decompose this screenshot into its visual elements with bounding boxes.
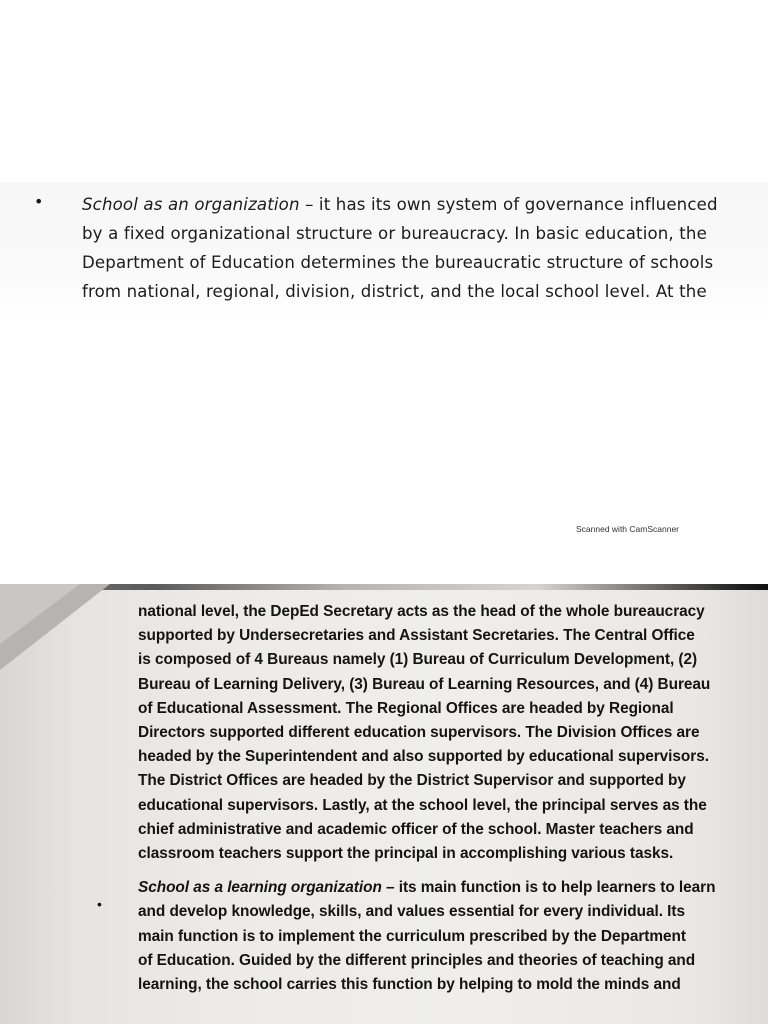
paragraph-line: from national, regional, division, district, and the local school level. At the: [82, 282, 707, 301]
paragraph-line: chief administrative and academic officer of the school. Master teachers and: [138, 820, 694, 838]
paragraph-text: – it has its own system of governance influenced: [299, 195, 718, 214]
paragraph-line: classroom teachers support the principal in accomplishing various tasks.: [138, 845, 674, 863]
bullet-point: •: [97, 896, 102, 912]
paragraph-line: headed by the Superintendent and also supported by educational supervisors.: [138, 748, 709, 766]
camscanner-watermark: Scanned with CamScanner: [576, 524, 680, 534]
paragraph-gap: [138, 866, 738, 876]
paragraph-line: The District Offices are headed by the District Supervisor and supported by: [138, 772, 686, 790]
paragraph-line: [138, 876, 738, 900]
bullet-point: •: [34, 192, 44, 211]
paragraph-line: Directors supported different education supervisors. The Division Offices are: [138, 724, 700, 742]
paragraph-line: educational supervisors. Lastly, at the school level, the principal serves as the: [138, 796, 707, 814]
paragraph-line: main function is to implement the curriculum prescribed by the Department: [138, 927, 686, 945]
page-corner-shade: [0, 584, 80, 644]
term-school-as-organization: School as an organization: [82, 195, 300, 214]
paragraph-text: – its main function is to help learners to learn: [381, 879, 716, 897]
page-edge-shadow: [0, 584, 768, 590]
paragraph-line: Department of Education determines the bureaucratic structure of schools: [82, 253, 714, 272]
paragraph-line: supported by Undersecretaries and Assistant Secretaries. The Central Office: [138, 627, 695, 645]
paragraph-line: [82, 190, 762, 219]
term-school-as-learning-organization: School as a learning organization: [138, 879, 382, 897]
paragraph-line: and develop knowledge, skills, and values essential for every individual. Its: [138, 903, 685, 921]
paragraph-line: national level, the DepEd Secretary acts as the head of the whole bureaucracy: [138, 603, 705, 620]
photographed-page-bottom: [0, 584, 768, 1024]
paragraph-line: Bureau of Learning Delivery, (3) Bureau of Learning Resources, and (4) Bureau: [138, 675, 711, 693]
paragraph-line: is composed of 4 Bureaus namely (1) Bureau of Curriculum Development, (2): [138, 651, 698, 669]
paragraph-line: of Educational Assessment. The Regional Offices are headed by Regional: [138, 699, 674, 717]
paragraph-line: of Education. Guided by the different principles and theories of teaching and: [138, 951, 696, 969]
paragraph-line: learning, the school carries this function by helping to mold the minds and: [138, 976, 681, 994]
bottom-text-block: [138, 600, 738, 997]
paragraph-school-as-organization: [82, 190, 762, 306]
paragraph-line: by a fixed organizational structure or bureaucracy. In basic education, the: [82, 224, 707, 243]
